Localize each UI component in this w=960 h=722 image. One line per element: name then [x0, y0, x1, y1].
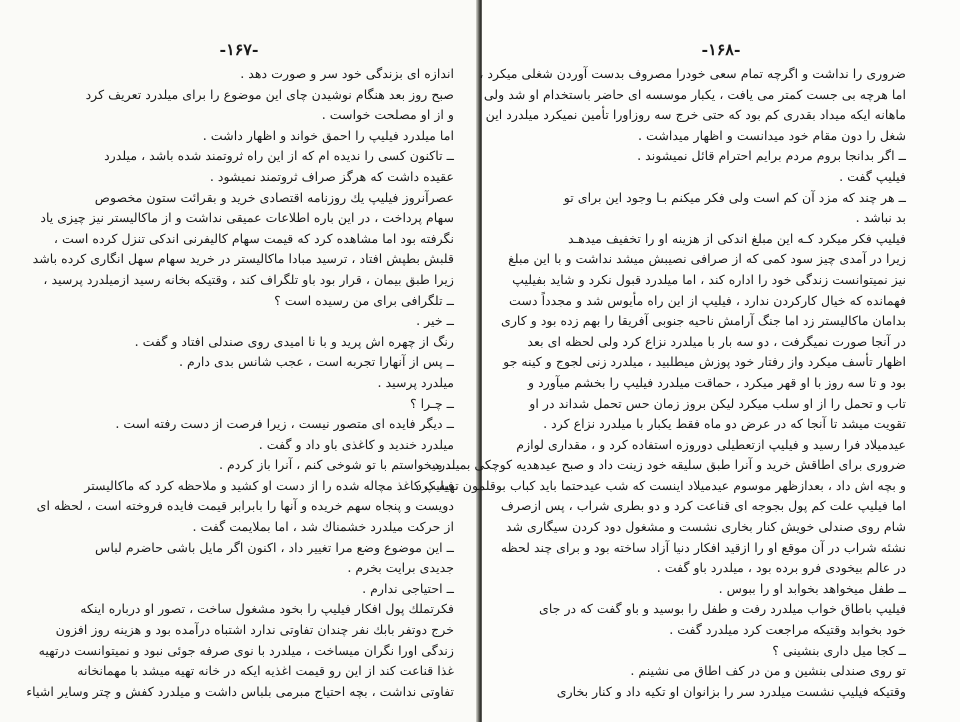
- text-line: ــ این موضوع وضع مرا تغییر داد ، اکنون اگر مایل باشی حاضرم لباس: [95, 539, 454, 555]
- text-line: ــ میخواستم با تو شوخی کنم ، آنرا باز کردم .: [219, 457, 454, 473]
- text-line: زیرا طبق بیمان ، قرار بود باو تلگراف کند ، وقتیکه بخانه رسید ازمیلدرد پرسید ،: [43, 271, 454, 287]
- text-line: تو روی صندلی بنشین و من در کف اطاق می نشینم .: [630, 663, 906, 679]
- text-line: ــ خیر .: [416, 313, 454, 329]
- page-number: -۱۶۷-: [219, 40, 259, 59]
- text-line: بدامان ماکالیستر زد اما جنگ آرامش ناحیه جنوبی آفریقا را بهم زده بود و کاری: [500, 313, 906, 329]
- text-line: جدیدی برایت بخرم .: [347, 560, 454, 576]
- text-line: فیلیپ فکر میکرد کـه این مبلغ اندکی از هزینه او را تخفیف میدهـد: [567, 230, 906, 246]
- text-line: غذا قناعت کند از این رو قیمت اغذیه ایکه در خانه تهیه میشد با مهمانخانه: [77, 663, 454, 679]
- text-line: از حرکت میلدرد خشمناك شد ، اما بملایمت گفت .: [192, 519, 454, 535]
- text-line: فهمانده که خیال کارکردن ندارد ، فیلیپ از این راه مأیوس شد و مجدداً دست: [509, 292, 906, 308]
- text-line: میلدرد پرسید .: [377, 374, 454, 390]
- text-line: سهام پرداخت ، در این باره اطلاعات عمیقی نداشت و از ماکالیستر نیز چیزی یاد: [40, 210, 454, 226]
- text-line: ــ اگر بدانجا بروم مردم برایم احترام قائل نمیشوند .: [637, 148, 906, 164]
- text-line: شغل را دون مقام خود میدانست و اظهار میداشت .: [637, 127, 906, 143]
- text-line: عصرآنروز فیلیپ یك روزنامه اقتصادی خرید و بقرائت ستون مخصوص: [94, 189, 454, 205]
- text-line: ــ تاکنون کسی را ندیده ام که از این راه ثروتمند شده باشد ، میلدرد: [104, 148, 454, 164]
- text-line: زیرا در آمدی چیز سود کمی که از صرافی نصیبش میشد نداشت و با این مبلغ: [508, 251, 906, 267]
- text-line: ــ کجا میل داری بنشینی ؟: [772, 642, 906, 658]
- text-line: فیلیپ کاغذ مچاله شده را از دست او کشید و ملاحظه کرد که ماکالیستر: [84, 477, 454, 493]
- text-line: اما هرچه بی جست کمتر می یافت ، یکبار موسسه ای حاضر باستخدام او شد ولی: [483, 86, 906, 102]
- text-line: میلدرد خندید و کاغذی باو داد و گفت .: [258, 436, 454, 452]
- text-line: تفاوتی نداشت ، بچه احتیاج مبرمی بلباس داشت و میلدرد کفش و چتر وسایر اشیاء: [26, 683, 454, 699]
- text-line: ــ طفل میخواهد بخوابد او را ببوس .: [718, 580, 906, 596]
- text-line: ــ دیگر فایده ای متصور نیست ، زیرا فرصت از دست رفته است .: [115, 416, 454, 432]
- text-line: ماهانه ایکه میداد بقدری کم بود که حتی خرج سه روزاورا تأمین نمیکرد میلدرد این: [485, 107, 906, 123]
- text-line: نیز نمیتوانست زندگی خود را اداره کند ، اما میلدرد قبول نکرد و شاید بفیلیپ: [512, 271, 906, 287]
- text-line: تقویت میشد تا آنجا که در عرض دو ماه فقط یکبار با میلدرد نزاع کرد .: [543, 416, 906, 432]
- left-page: [0, 0, 478, 722]
- text-line: قلبش بطپش افتاد ، ترسید مبادا ماکالیستر در خرید سهام سهل انگاری کرده باشد: [32, 251, 454, 267]
- text-line: ضروری برای اطاقش خرید و آنرا طبق سلیقه خود زینت داد و صبح عیدهدیه کوچکی بمیلدرد: [433, 457, 906, 473]
- text-line: وقتیکه فیلیپ نشست میلدرد سر را بزانوان او تکیه داد و کنار بخاری: [556, 683, 906, 699]
- text-line: اما میلدرد فیلیپ را احمق خواند و اظهار داشت .: [202, 127, 454, 143]
- text-line: نگرفته بود اما مشاهده کرد که قیمت سهام کالیفرنی اندکی تنزل کرده است ،: [53, 230, 454, 246]
- text-line: ــ تلگرافی برای من رسیده است ؟: [274, 292, 454, 308]
- text-line: تاب و تحمل را از او سلب میکرد لیکن بروز زمان حس تحمل شداند در او: [529, 395, 906, 411]
- page-body: [26, 64, 454, 714]
- text-line: عقیده داشت که هرگز صراف ثروتمند نمیشود .: [209, 168, 454, 184]
- text-line: عیدمیلاد فرا رسید و فیلیپ ازتعطیلی دوروزه استفاده کرد و ، مقداری لوازم: [516, 436, 906, 452]
- page-number: -۱۶۸-: [701, 40, 741, 59]
- text-line: در عالم بیخودی فرو برده بود ، میلدرد باو گفت .: [656, 560, 906, 576]
- text-line: بود و تا سه روز با او قهر میکرد ، حماقت میلدرد فیلیپ را بخشم میآورد و: [528, 374, 906, 390]
- text-line: ــ چـرا ؟: [410, 395, 454, 411]
- text-line: اظهار تأسف میکرد واز رفتار خود پوزش میطلبید ، میلدرد زنی لجوج و کینه جو: [503, 354, 906, 370]
- text-line: و از او مصلحت خواست .: [321, 107, 454, 123]
- text-line: خود بخوابد وقتیکه مراجعت کرد میلدرد گفت .: [669, 622, 906, 638]
- text-line: شام روی صندلی خویش کنار بخاری نشست و مشغول دود کردن سیگاری شد: [505, 519, 906, 535]
- text-line: فکرتملك پول افکار فیلیپ را بخود مشغول ساخت ، تصور او درباره اینکه: [80, 601, 454, 617]
- text-line: ــ پس از آنهارا تجربه است ، عجب شانس بدی دارم .: [178, 354, 454, 370]
- text-line: بد نباشد .: [855, 210, 906, 226]
- text-line: نشئه شراب در آن موقع او را ازقید افکار دنیا آزاد ساخته بود و برای چند لحظه: [500, 539, 906, 555]
- text-line: اندازه ای بزندگی خود سر و صورت دهد .: [240, 66, 454, 81]
- text-line: ــ احتیاجی ندارم .: [362, 580, 454, 596]
- text-line: و بچه اش داد ، بعدازظهر موسوم عیدمیلاد اینست که شب عیدحتما باید کباب بوقلمون تهیه کرد: [416, 477, 906, 493]
- text-line: فیلیپ باطاق خواب میلدرد رفت و طفل را بوسید و باو گفت که در جای: [538, 601, 906, 617]
- text-line: دویست و پنجاه سهم خریده و آنها را بابرابر قیمت فایده فروخته است ، لحظه ای: [36, 498, 454, 514]
- text-line: ــ هر چند که مزد آن کم است ولی فکر میکنم بـا وجود این برای تو: [563, 189, 906, 205]
- text-line: فیلیپ گفت .: [839, 168, 906, 184]
- text-line: رنگ از چهره اش پرید و با نا امیدی روی صندلی افتاد و گفت .: [134, 333, 454, 349]
- text-line: اما فیلیپ علت کم پول بجوجه ای قناعت کرد و دو بطری شراب ، پس ازصرف: [500, 498, 906, 514]
- text-line: در آنجا صورت نمیگرفت ، دو سه بار با میلدرد نزاع کرد ولی لحظه ای بعد: [527, 333, 906, 349]
- text-line: ضروری را نداشت و اگرچه تمام سعی خودرا مصروف بدست آوردن شغلی میکرد ،: [479, 66, 906, 81]
- text-line: زندگی اورا نگران میساخت ، میلدرد با نوی صرفه جوئی نبود و نمیتوانست درتهیه: [38, 642, 454, 658]
- text-line: صبح روز بعد هنگام نوشیدن چای این موضوع را برای میلدرد تعریف کرد: [85, 86, 454, 102]
- text-line: خرج دوتفر بابك نفر چندان تفاوتی ندارد اشتباه درآمده بود و هزینه روز افزون: [55, 622, 454, 638]
